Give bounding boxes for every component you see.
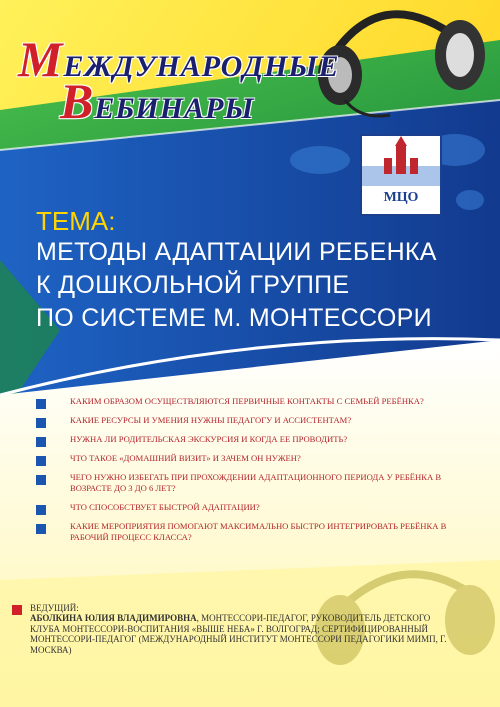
mco-logo [360,134,442,216]
list-item [36,472,466,494]
title-initial-2: В [60,73,95,129]
question-list [36,396,466,543]
bullet-square-icon [36,437,46,447]
bullet-square-icon [36,505,46,515]
question-text: КАКИЕ РЕСУРСЫ И УМЕНИЯ НУЖНЫ ПЕДАГОГУ И АССИСТЕНТАМ? [70,415,352,425]
title-rest-2: ЕБИНАРЫ [94,92,255,125]
question-text: ЧТО ТАКОЕ «ДОМАШНИЙ ВИЗИТ» И ЗАЧЕМ ОН НУЖЕН? [70,453,301,463]
bullet-square-icon [36,475,46,485]
list-item [36,396,466,407]
topic-title [36,236,486,335]
logo-label: МЦО [383,190,419,205]
list-item [36,502,466,513]
presenter-label: ВЕДУЩИЙ: [30,603,79,613]
question-text: КАКИМ ОБРАЗОМ ОСУЩЕСТВЛЯЮТСЯ ПЕРВИЧНЫЕ КОНТАКТЫ С СЕМЬЕЙ РЕБЁНКА? [70,396,424,406]
list-item [36,521,466,543]
list-item [36,415,466,426]
topic-line-1: МЕТОДЫ АДАПТАЦИИ РЕБЕНКА [36,238,437,266]
question-text: КАКИЕ МЕРОПРИЯТИЯ ПОМОГАЮТ МАКСИМАЛЬНО БЫСТРО ИНТЕГРИРОВАТЬ РЕБЁНКА В РАБОЧИЙ ПРОЦЕСС КЛАССА? [70,521,447,542]
question-text: ЧЕГО НУЖНО ИЗБЕГАТЬ ПРИ ПРОХОЖДЕНИИ АДАПТАЦИОННОГО ПЕРИОДА У РЕБЁНКА В ВОЗРАСТЕ ДО 3 ДО 6 ЛЕТ? [70,472,442,493]
presenter-name: АБОЛКИНА ЮЛИЯ ВЛАДИМИРОВНА [30,613,197,623]
question-text: НУЖНА ЛИ РОДИТЕЛЬСКАЯ ЭКСКУРСИЯ И КОГДА ЕЕ ПРОВОДИТЬ? [70,434,348,444]
topic-label: ТЕМА: [36,206,116,236]
list-item [36,434,466,445]
list-item [36,453,466,464]
kremlin-icon [362,136,440,186]
bullet-square-icon [36,456,46,466]
presenter-info [30,613,450,655]
bullet-square-icon [36,399,46,409]
bullet-square-icon [12,605,22,615]
presenter-block [30,603,450,655]
bullet-square-icon [36,418,46,428]
bullet-square-icon [36,524,46,534]
topic-line-2: К ДОШКОЛЬНОЙ ГРУППЕ [36,271,350,299]
title-line-2 [60,72,255,130]
question-text: ЧТО СПОСОБСТВУЕТ БЫСТРОЙ АДАПТАЦИИ? [70,502,260,512]
title-rest-1: ЕЖДУНАРОДНЫЕ [63,50,340,83]
topic-line-3: ПО СИСТЕМЕ М. МОНТЕССОРИ [36,304,432,332]
title-initial-1: М [18,31,64,87]
presenter-description: , МОНТЕССОРИ-ПЕДАГОГ, РУКОВОДИТЕЛЬ ДЕТСКОГО КЛУБА МОНТЕССОРИ-ВОСПИТАНИЯ «ВЫШЕ НЕБА» Г. ВОЛГОГРАД; СЕРТИФИЦИРОВАННЫЙ МОНТЕССОРИ-ПЕДАГОГ (МЕЖДУНАРОДНЫЙ ИНСТИТУТ МОНТЕССОРИ ПЕДАГОГИКИ МИМП, Г. МОСКВА) [30,613,447,655]
